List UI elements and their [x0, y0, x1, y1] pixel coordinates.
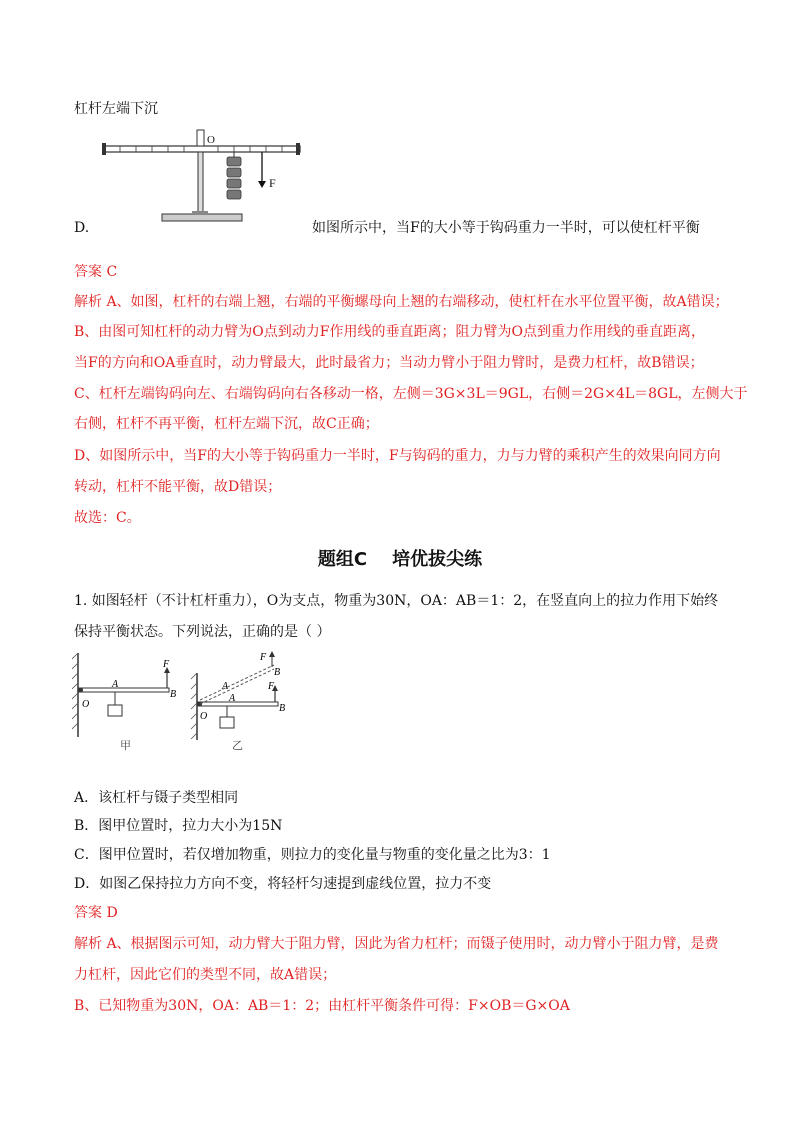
- label-b-raised: B: [274, 667, 281, 678]
- label-b-yi: B: [279, 703, 286, 714]
- label-a: A: [112, 679, 119, 690]
- label-a-yi: A: [229, 693, 236, 704]
- analysis-1-line: 故选：C。: [74, 510, 141, 526]
- force-label: F: [269, 176, 276, 190]
- caption-yi: 乙: [232, 740, 243, 752]
- option-d: D．如图乙保持拉力方向不变，将轻杆匀速提到虚线位置，拉力不变: [74, 876, 492, 892]
- label-f: F: [163, 659, 170, 670]
- analysis-1-line: C、杠杆左端钩码向左、右端钩码向右各移动一格，左侧＝3G×3L＝9GL，右侧＝2G×4L＝8GL，左侧大于: [74, 386, 748, 402]
- label-o: O: [82, 699, 90, 710]
- analysis-1-line: 转动，杠杆不能平衡，故D错误；: [74, 479, 282, 495]
- option-c: C．图甲位置时，若仅增加物重，则拉力的变化量与物重的变化量之比为3：1: [74, 847, 551, 863]
- option-b: B．图甲位置时，拉力大小为15N: [74, 818, 283, 834]
- label-f-raised: F: [260, 652, 267, 663]
- analysis-1-line: 当F的方向和OA垂直时，动力臂最大，此时最省力；当动力臂小于阻力臂时，是费力杠杆，故B错误；: [74, 355, 704, 371]
- analysis-2-line: B、已知物重为30N，OA：AB＝1：2；由杠杆平衡条件可得：F×OB＝G×OA: [74, 998, 570, 1014]
- section-title: 题组C 培优拔尖练: [317, 549, 483, 570]
- label-o-yi: O: [200, 711, 208, 722]
- caption-jia: 甲: [120, 740, 131, 752]
- option-a: A．该杠杆与镊子类型相同: [74, 790, 239, 806]
- lever-figure-d: [100, 125, 310, 230]
- option-d-label: D.: [74, 220, 90, 236]
- label-b: B: [170, 689, 177, 700]
- analysis-1-line: B、由图可知杠杆的动力臂为O点到动力F作用线的垂直距离；阻力臂为O点到重力作用线的垂直距离，: [74, 324, 705, 340]
- pivot-label: O: [207, 134, 215, 146]
- label-f-yi: F: [268, 681, 275, 692]
- question-stem: 1. 如图轻杆（不计杠杆重力），O为支点，物重为30N，OA：AB＝1：2，在竖直向上的拉力作用下始终: [74, 593, 719, 609]
- option-d-text: 如图所示中，当F的大小等于钩码重力一半时，可以使杠杆平衡: [312, 220, 700, 236]
- analysis-1-line: D、如图所示中，当F的大小等于钩码重力一半时，F与钩码的重力，力与力臂的乘积产生的效果向同方向: [74, 448, 721, 464]
- lever-figures: [72, 645, 302, 755]
- analysis-1-line: 解析 A、如图，杠杆的右端上翘，右端的平衡螺母向上翘的右端移动，使杠杆在水平位置平衡，故A错误；: [74, 294, 729, 310]
- answer-1: 答案 C: [74, 264, 118, 280]
- analysis-2-line: 力杠杆，因此它们的类型不同，故A错误；: [74, 967, 337, 983]
- prev-option-tail: 杠杆左端下沉: [74, 101, 158, 117]
- answer-2: 答案 D: [74, 905, 118, 921]
- analysis-2-line: 解析 A、根据图示可知，动力臂大于阻力臂，因此为省力杠杆；而镊子使用时，动力臂小于阻力臂，是费: [74, 936, 719, 952]
- label-a-raised: A: [222, 681, 229, 692]
- question-stem: 保持平衡状态。下列说法，正确的是（ ）: [74, 624, 331, 640]
- analysis-1-line: 右侧，杠杆不再平衡，杠杆左端下沉，故C正确；: [74, 416, 379, 432]
